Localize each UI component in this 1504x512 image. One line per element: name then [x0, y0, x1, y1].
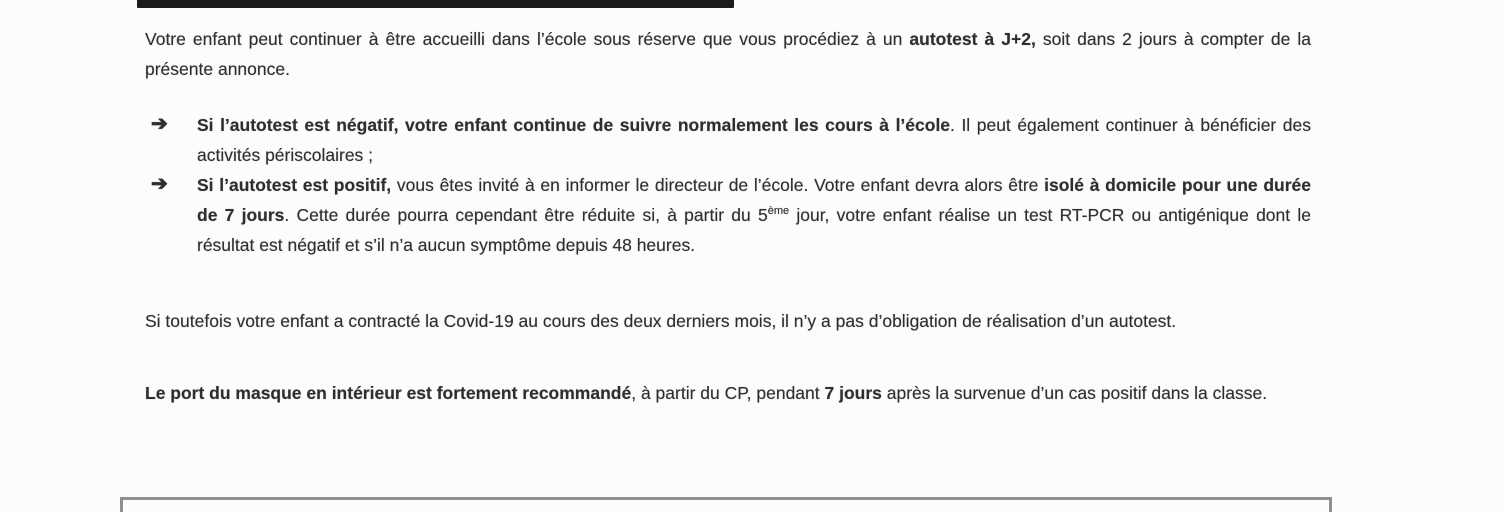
- paragraph-covid-exemption: Si toutefois votre enfant a contracté la Covid-19 au cours des deux derniers mois, il n’y a pas d’obligation de réalisation d’un autotest.: [145, 311, 1177, 331]
- list-item-text: Si l’autotest est négatif, votre enfant continue de suivre normalement les cours à l’école. Il peut également continuer à bénéficier des activités périscolaires ;: [197, 115, 1311, 165]
- list-item-text: Si l’autotest est positif, vous êtes invité à en informer le directeur de l’école. Votre enfant devra alors être isolé à domicile pour une durée de 7 jours. Cette durée pourra cependant être réduite si, à partir du 5ème jour, votre enfant réalise un test RT-PCR ou antigénique dont le résultat est négatif et s’il n’a aucun symptôme depuis 48 heures.: [197, 175, 1311, 255]
- list-item-positive-case: [145, 170, 1311, 260]
- paragraph-mask-recommendation: Le port du masque en intérieur est fortement recommandé, à partir du CP, pendant 7 jours après la survenue d’un cas positif dans la classe.: [145, 383, 1268, 403]
- document-body: [145, 24, 1311, 410]
- arrow-bullet-icon: ➔: [151, 113, 168, 135]
- header-bar-remnant: [137, 0, 734, 8]
- footer-box-outline: [120, 497, 1332, 512]
- bullet-list: [145, 110, 1311, 260]
- arrow-bullet-icon: ➔: [151, 173, 168, 195]
- paragraph-autotest-intro: Votre enfant peut continuer à être accueilli dans l’école sous réserve que vous procédiez à un autotest à J+2, soit dans 2 jours à compter de la présente annonce.: [145, 29, 1311, 79]
- list-item-negative-case: [145, 110, 1311, 170]
